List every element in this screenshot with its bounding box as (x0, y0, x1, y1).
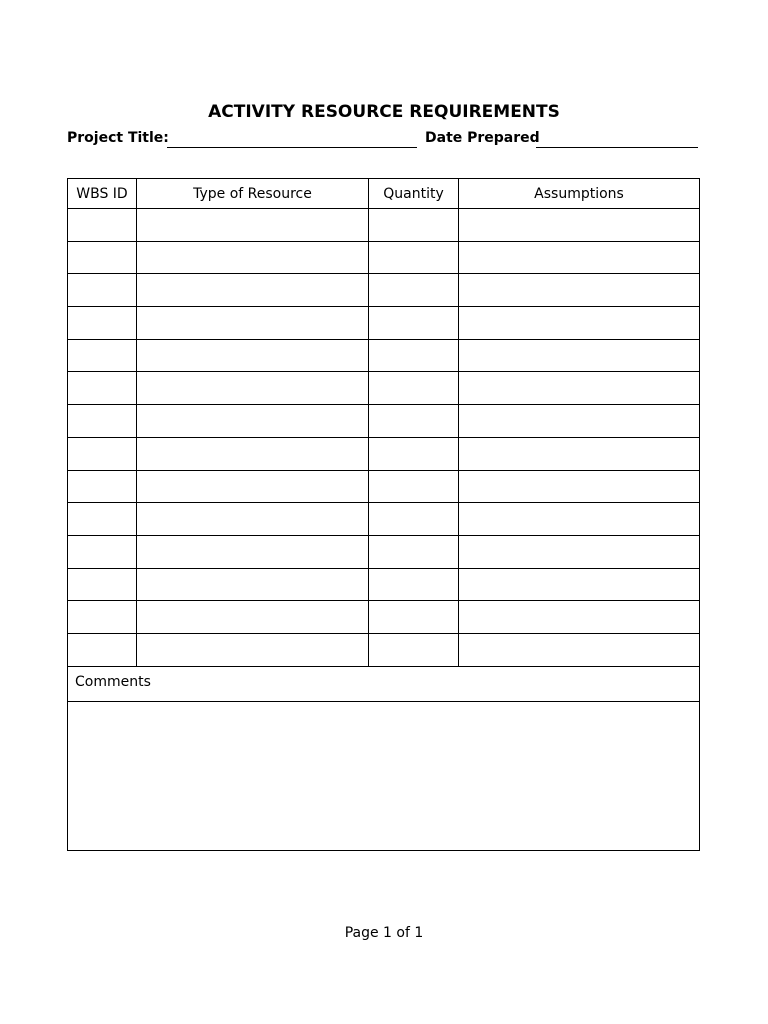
cell-wbs-id[interactable] (68, 372, 137, 405)
cell-quantity[interactable] (369, 241, 459, 274)
project-title-field[interactable] (167, 147, 417, 148)
cell-quantity[interactable] (369, 437, 459, 470)
cell-quantity[interactable] (369, 535, 459, 568)
column-header-quantity: Quantity (369, 179, 459, 209)
table-row (68, 437, 700, 470)
cell-assumptions[interactable] (459, 405, 700, 438)
date-prepared-label: Date Prepared (425, 130, 540, 146)
comments-label-row (68, 666, 700, 701)
cell-wbs-id[interactable] (68, 405, 137, 438)
cell-wbs-id[interactable] (68, 503, 137, 536)
cell-type-of-resource[interactable] (137, 503, 369, 536)
cell-wbs-id[interactable] (68, 437, 137, 470)
cell-quantity[interactable] (369, 503, 459, 536)
table-row (68, 470, 700, 503)
cell-assumptions[interactable] (459, 568, 700, 601)
project-title-label: Project Title: (67, 130, 169, 146)
cell-quantity[interactable] (369, 568, 459, 601)
cell-wbs-id[interactable] (68, 339, 137, 372)
table-row (68, 405, 700, 438)
cell-assumptions[interactable] (459, 601, 700, 634)
cell-wbs-id[interactable] (68, 601, 137, 634)
cell-wbs-id[interactable] (68, 274, 137, 307)
table-row (68, 633, 700, 666)
table-row (68, 503, 700, 536)
cell-type-of-resource[interactable] (137, 209, 369, 242)
cell-wbs-id[interactable] (68, 209, 137, 242)
cell-assumptions[interactable] (459, 209, 700, 242)
page-number: Page 1 of 1 (344, 925, 424, 941)
cell-type-of-resource[interactable] (137, 568, 369, 601)
cell-wbs-id[interactable] (68, 568, 137, 601)
cell-assumptions[interactable] (459, 307, 700, 340)
column-header-assumptions: Assumptions (459, 179, 700, 209)
cell-quantity[interactable] (369, 405, 459, 438)
cell-wbs-id[interactable] (68, 241, 137, 274)
table-body (68, 209, 700, 667)
cell-type-of-resource[interactable] (137, 339, 369, 372)
cell-type-of-resource[interactable] (137, 437, 369, 470)
table-row (68, 339, 700, 372)
cell-type-of-resource[interactable] (137, 470, 369, 503)
cell-quantity[interactable] (369, 209, 459, 242)
cell-quantity[interactable] (369, 601, 459, 634)
table-row (68, 241, 700, 274)
comments-label: Comments (68, 666, 700, 701)
document-title: ACTIVITY RESOURCE REQUIREMENTS (208, 102, 560, 122)
table-row (68, 307, 700, 340)
column-header-wbs-id: WBS ID (68, 179, 137, 209)
cell-type-of-resource[interactable] (137, 307, 369, 340)
cell-quantity[interactable] (369, 372, 459, 405)
cell-quantity[interactable] (369, 470, 459, 503)
cell-quantity[interactable] (369, 633, 459, 666)
cell-assumptions[interactable] (459, 470, 700, 503)
cell-type-of-resource[interactable] (137, 372, 369, 405)
cell-wbs-id[interactable] (68, 535, 137, 568)
cell-assumptions[interactable] (459, 535, 700, 568)
cell-assumptions[interactable] (459, 633, 700, 666)
comments-area-row (68, 701, 700, 850)
cell-assumptions[interactable] (459, 372, 700, 405)
cell-wbs-id[interactable] (68, 470, 137, 503)
cell-type-of-resource[interactable] (137, 535, 369, 568)
cell-quantity[interactable] (369, 274, 459, 307)
resource-table (67, 178, 700, 851)
cell-assumptions[interactable] (459, 503, 700, 536)
cell-assumptions[interactable] (459, 241, 700, 274)
cell-type-of-resource[interactable] (137, 405, 369, 438)
cell-assumptions[interactable] (459, 339, 700, 372)
cell-type-of-resource[interactable] (137, 633, 369, 666)
table-row (68, 372, 700, 405)
cell-wbs-id[interactable] (68, 307, 137, 340)
cell-type-of-resource[interactable] (137, 274, 369, 307)
table-row (68, 209, 700, 242)
header-fields (67, 128, 698, 150)
comments-field[interactable] (68, 701, 700, 850)
cell-assumptions[interactable] (459, 437, 700, 470)
table-row (68, 274, 700, 307)
cell-type-of-resource[interactable] (137, 241, 369, 274)
cell-type-of-resource[interactable] (137, 601, 369, 634)
cell-quantity[interactable] (369, 339, 459, 372)
cell-wbs-id[interactable] (68, 633, 137, 666)
cell-assumptions[interactable] (459, 274, 700, 307)
date-prepared-field[interactable] (536, 147, 698, 148)
table-row (68, 601, 700, 634)
cell-quantity[interactable] (369, 307, 459, 340)
table-row (68, 568, 700, 601)
table-row (68, 535, 700, 568)
column-header-type-of-resource: Type of Resource (137, 179, 369, 209)
table-header-row (68, 179, 700, 209)
